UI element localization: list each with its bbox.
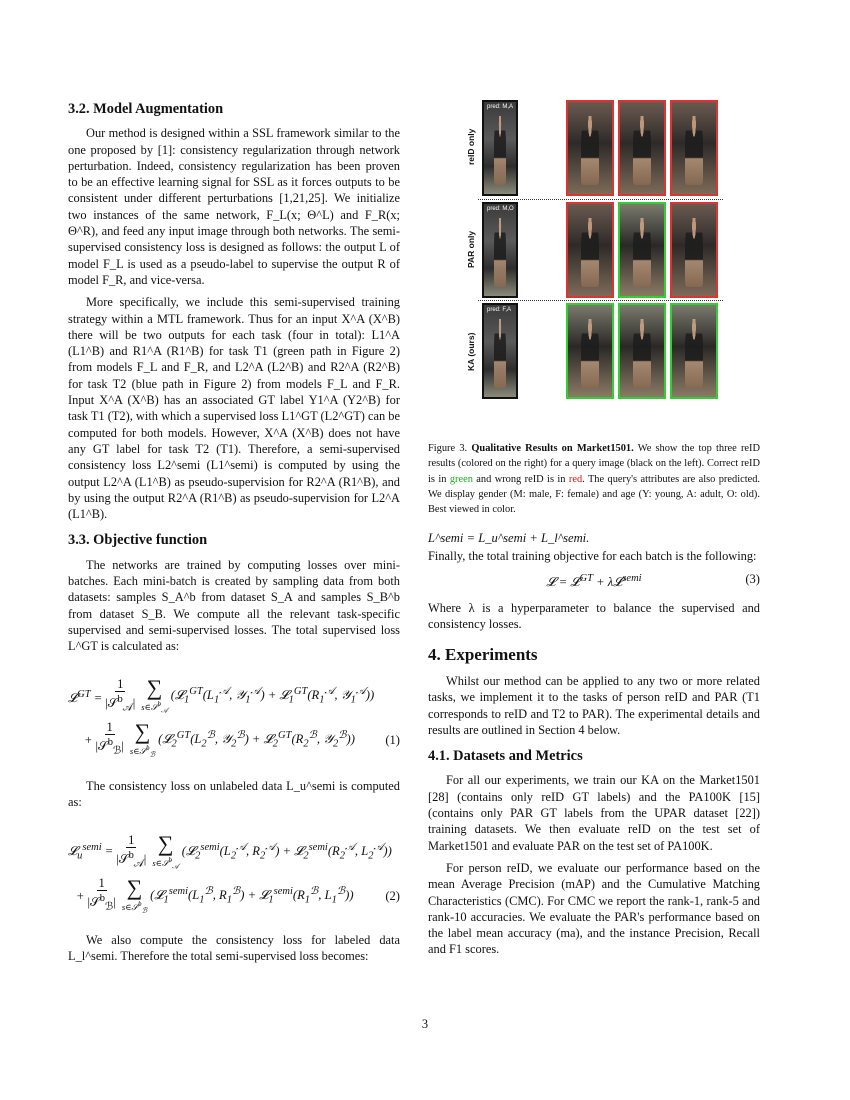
person-silhouette	[581, 116, 599, 185]
paragraph-datasets: For all our experiments, we train our KA on the Market1501 [28] (contains only reID GT labels) and the PA100K [15] (contains only PAR GT labels from the UPAR dataset [22]) training datasets. We then evaluate reID on the test set of Market1501 and evaluate PAR on the test set of PA100K.	[428, 773, 760, 853]
paragraph-experiments: Whilst our method can be applied to any two or more related tasks, we implement it to the tasks of person reID and PAR (T1 corresponds to reID and T2 to PAR). The experimental details and results are outlined in Section 4 below.	[428, 673, 760, 737]
person-silhouette	[685, 319, 703, 388]
paragraph-metrics: For person reID, we evaluate our performance based on the mean Average Precision (mAP) and the Cumulative Matching Characteristics (CMC). For CMC we report the rank-1, rank-5 and rank-10 accuracies. We evaluate the PAR's performance based on the label mean accuracy (ma), and the instance Precision, Recall and F1 scores.	[428, 860, 760, 957]
paragraph-consistency-unlabeled: The consistency loss on unlabeled data L_u^semi is computed as:	[68, 778, 400, 810]
query-image-row-3	[482, 303, 518, 399]
person-silhouette	[633, 116, 651, 185]
result-image-row-3-rank-1	[566, 303, 614, 399]
caption-text-b: and wrong reID is in	[476, 473, 566, 485]
person-silhouette	[633, 319, 651, 388]
caption-text-c: . The query's attributes are also predicted. We display gender (M: male, F: female) and age (Y: young, A: adult, O: old). Best viewed in color.	[428, 473, 760, 516]
row-divider	[478, 300, 723, 301]
row-label-ka-ours: KA (ours)	[466, 332, 476, 371]
paragraph-model-augmentation-1: Our method is designed within a SSL framework similar to the one proposed by [1]: consistency regularization through network perturbation. Indeed, consistency regularization has been proven to be an effective learning signal for SSL as it forces outputs to be consistent under different perturbations [1,21,25]. We initialize two instances of the same network, F_L(x; Θ^L) and F_R(x; Θ^R), and feed any input image through both networks. The semi-supervised consistency loss is designed as follows: the output L of model F_L is used as a pseudo-label to supervise the output R of model F_R, and vice-versa.	[68, 126, 400, 287]
right-column	[428, 530, 760, 964]
section-3-3-title: 3.3. Objective function	[68, 532, 208, 549]
caption-green-word: green	[449, 473, 473, 485]
result-image-row-2-rank-3	[670, 202, 718, 298]
equation-semi-total	[428, 530, 760, 546]
person-silhouette	[581, 218, 599, 287]
person-silhouette	[633, 218, 651, 287]
person-silhouette	[494, 218, 507, 287]
equation-2-number: (2)	[385, 888, 400, 903]
pred-label-row-2: pred: M,O	[487, 206, 514, 212]
figure-3-qualitative-results	[466, 98, 728, 403]
pred-label-row-1: pred: M,A	[487, 104, 514, 110]
section-3-2-title: 3.2. Model Augmentation	[68, 101, 224, 117]
figure-3-caption	[428, 441, 760, 517]
row-label-reid-only: reID only	[466, 128, 476, 165]
paragraph-total-objective: Finally, the total training objective for each batch is the following:	[428, 549, 757, 564]
result-image-row-2-rank-2	[618, 202, 666, 298]
caption-red-word: red	[568, 473, 583, 485]
row-label-par-only: PAR only	[466, 230, 476, 269]
caption-text-a: We show the top three reID results (colored on the right) for a query image (black on the left). Correct reID is in	[428, 443, 760, 485]
caption-label: Figure 3.	[428, 443, 468, 454]
equation-1: 𝓛$^{GT}$ = $\frac{1}{|𝒮^b_𝒜|}$ ∑ s∈𝒮$^b_𝒜$ ($𝓛_1^{GT}(L_1^𝒜$, 𝒴$_1^𝒜$) + $𝓛_1^{GT}(R_1^𝒜$, 𝒴$_1^𝒜$)) + $\frac{1}{|𝒮^b_ℬ|}$ ∑ s∈𝒮$^b_ℬ$ ($𝓛_2^{GT}(L_2^ℬ$, 𝒴$_2^ℬ$) + $𝓛_2^{GT}(R_2^ℬ$, 𝒴$_2^ℬ$)) (1)	[68, 675, 400, 759]
person-silhouette	[494, 116, 507, 185]
left-column	[68, 95, 400, 971]
equation-2: 𝓛$_u^{semi}$ = $\frac{1}{|𝒮^b_𝒜|}$ ∑ s∈𝒮$^b_𝒜$ ($𝓛_2^{semi}(L_2^𝒜$, $R_2^𝒜$) + $𝓛_2^{semi}(R_2^𝒜$, $L_2^𝒜$)) + $\frac{1}{|𝒮^b_ℬ|}$ ∑ s∈𝒮$^b_ℬ$ ($𝓛_1^{semi}(L_1^ℬ$, $R_1^ℬ$) + $𝓛_1^{semi}(R_1^ℬ$, $L_1^ℬ$)) (2)	[68, 831, 400, 915]
query-image-row-2	[482, 202, 518, 298]
result-image-row-1-rank-2	[618, 100, 666, 196]
row-divider	[478, 199, 723, 200]
result-image-row-3-rank-2	[618, 303, 666, 399]
section-4-title: 4. Experiments	[428, 644, 538, 664]
result-image-row-3-rank-3	[670, 303, 718, 399]
pred-label-row-3: pred: F,A	[487, 307, 512, 313]
result-image-row-1-rank-1	[566, 100, 614, 196]
paragraph-objective-1: The networks are trained by computing losses over mini-batches. Each mini-batch is created by sampling data from both datasets: samples S_A^b from dataset S_A and samples S_B^b from dataset S_B. We compute all the relevant task-specific supervised and semi-supervised losses. The total supervised loss L^GT is calculated as:	[68, 557, 400, 654]
page-number: 3	[421, 1017, 429, 1031]
caption-title: Qualitative Results on Market1501.	[471, 443, 634, 454]
person-silhouette	[685, 116, 703, 185]
person-silhouette	[685, 218, 703, 287]
person-silhouette	[581, 319, 599, 388]
paragraph-model-augmentation-2: More specifically, we include this semi-supervised training strategy within a MTL framework. Thus for an input X^A (X^B) there will be two outputs for each task (four in total): L1^A (L1^B) and R1^A (R1^B) for task T1 (green path in Figure 2) from models F_L and F_R, and L2^A (L2^B) and R2^A (R2^B) for task T2 (blue path in Figure 2) from models F_L and F_R. Input X^A (X^B) has an associated GT label Y1^A (Y2^B) for task T1 (T2), with which a supervised loss L1^GT (L2^GT) can be computed for both models. However, X^A (X^B) does not have any GT label for task T2 (T1). Therefore, a semi-supervised consistency loss L2^semi (L1^semi) is computed by using the output L2^A (L1^B) as pseudo-supervision for R2^A (R1^B), and by using the output R2^A (R1^B) as pseudo-supervision for L2^A (L1^B).	[68, 295, 400, 522]
equation-1-number: (1)	[385, 732, 400, 747]
result-image-row-1-rank-3	[670, 100, 718, 196]
person-silhouette	[494, 319, 507, 388]
equation-3-number: (3)	[745, 571, 760, 586]
section-4-1-title: 4.1. Datasets and Metrics	[428, 748, 583, 765]
paragraph-lambda: Where λ is a hyperparameter to balance the supervised and consistency losses.	[428, 601, 760, 632]
paragraph-consistency-labeled: We also compute the consistency loss for labeled data L_l^semi. Therefore the total semi-supervised loss becomes:	[68, 932, 400, 964]
query-image-row-1	[482, 100, 518, 196]
semi-equation-text: L^semi = L_u^semi + L_l^semi.	[428, 531, 590, 545]
result-image-row-2-rank-1	[566, 202, 614, 298]
equation-3: 𝓛 = 𝓛$^{GT}$ + λ𝓛$^{semi}$ (3)	[546, 571, 760, 589]
